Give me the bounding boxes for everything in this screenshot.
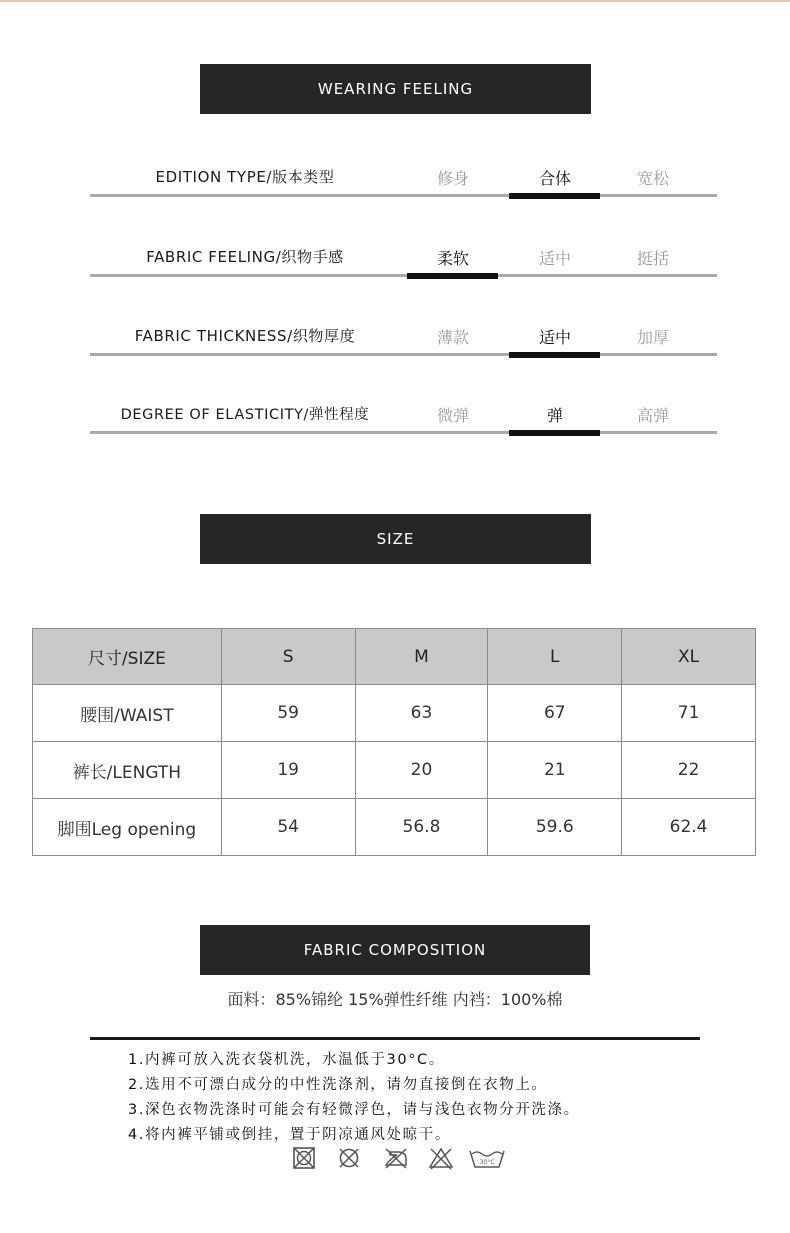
wash-temperature-label: 30°C bbox=[479, 1159, 495, 1166]
table-cell: 63 bbox=[355, 685, 488, 742]
table-cell: 59.6 bbox=[488, 799, 622, 856]
row-header-cell: 脚围Leg opening bbox=[33, 799, 222, 856]
option-3: 挺括 bbox=[636, 249, 669, 268]
size-banner: SIZE bbox=[200, 514, 591, 564]
header-cell: XL bbox=[622, 629, 756, 685]
option-3: 高弹 bbox=[636, 406, 669, 425]
care-instruction: 3.深色衣物洗涤时可能会有轻微浮色，请与浅色衣物分开洗涤。 bbox=[128, 1102, 580, 1118]
header-cell: S bbox=[221, 629, 355, 685]
fabric-thickness-row bbox=[0, 317, 790, 357]
table-cell: 54 bbox=[221, 799, 355, 856]
header-cell: M bbox=[355, 629, 488, 685]
row-label: FABRIC FEELING/织物手感 bbox=[146, 248, 344, 266]
option-1: 微弹 bbox=[436, 406, 469, 425]
option-2: 适中 bbox=[538, 249, 571, 268]
table-cell: 22 bbox=[622, 742, 756, 799]
option-3: 加厚 bbox=[636, 328, 669, 347]
table-cell: 56.8 bbox=[355, 799, 488, 856]
option-1: 薄款 bbox=[436, 328, 469, 347]
selection-marker bbox=[509, 430, 600, 436]
edition-type-row bbox=[0, 158, 790, 198]
row-header-cell: 腰围/WAIST bbox=[33, 685, 222, 742]
fabric-composition-banner: FABRIC COMPOSITION bbox=[200, 925, 590, 975]
scale-line bbox=[90, 353, 717, 356]
care-divider bbox=[90, 1037, 700, 1040]
option-2-selected: 合体 bbox=[538, 169, 571, 188]
care-instruction: 2.选用不可漂白成分的中性洗涤剂，请勿直接倒在衣物上。 bbox=[128, 1077, 548, 1093]
option-1-selected: 柔软 bbox=[436, 249, 469, 268]
no-bleach-icon bbox=[428, 1146, 454, 1170]
top-accent-rule bbox=[0, 0, 790, 2]
care-instruction: 4.将内裤平铺或倒挂，置于阴凉通风处晾干。 bbox=[128, 1127, 451, 1143]
size-table bbox=[32, 628, 756, 856]
care-instructions-list bbox=[128, 1049, 580, 1149]
wearing-feeling-banner: WEARING FEELING bbox=[200, 64, 591, 114]
scale-line bbox=[90, 194, 717, 197]
no-iron-icon bbox=[383, 1146, 409, 1170]
table-cell: 20 bbox=[355, 742, 488, 799]
option-1: 修身 bbox=[436, 169, 469, 188]
care-symbols bbox=[288, 1146, 508, 1176]
no-dry-clean-icon bbox=[337, 1146, 361, 1170]
table-header-row bbox=[33, 629, 756, 685]
table-cell: 59 bbox=[221, 685, 355, 742]
option-2-selected: 弹 bbox=[546, 406, 563, 425]
header-cell: L bbox=[488, 629, 622, 685]
selection-marker bbox=[407, 273, 498, 279]
selection-marker bbox=[509, 352, 600, 358]
elasticity-row bbox=[0, 395, 790, 435]
table-row bbox=[33, 799, 756, 856]
scale-line bbox=[90, 274, 717, 277]
composition-text: 面料：85%锦纶 15%弹性纤维 内裆：100%棉 bbox=[227, 990, 563, 1009]
table-row bbox=[33, 742, 756, 799]
selection-marker bbox=[509, 193, 600, 199]
row-label: EDITION TYPE/版本类型 bbox=[155, 168, 335, 186]
option-2-selected: 适中 bbox=[538, 328, 571, 347]
table-row bbox=[33, 685, 756, 742]
wash-30-icon bbox=[468, 1146, 506, 1172]
no-tumble-dry-icon bbox=[292, 1146, 316, 1170]
row-label: DEGREE OF ELASTICITY/弹性程度 bbox=[120, 407, 370, 423]
header-cell: 尺寸/SIZE bbox=[33, 629, 222, 685]
scale-line bbox=[90, 431, 717, 434]
row-header-cell: 裤长/LENGTH bbox=[33, 742, 222, 799]
table-cell: 21 bbox=[488, 742, 622, 799]
row-label: FABRIC THICKNESS/织物厚度 bbox=[134, 327, 356, 345]
option-3: 宽松 bbox=[636, 169, 669, 188]
table-cell: 71 bbox=[622, 685, 756, 742]
fabric-feeling-row bbox=[0, 238, 790, 278]
table-cell: 62.4 bbox=[622, 799, 756, 856]
table-cell: 19 bbox=[221, 742, 355, 799]
care-instruction: 1.内裤可放入洗衣袋机洗，水温低于30°C。 bbox=[128, 1052, 445, 1068]
table-cell: 67 bbox=[488, 685, 622, 742]
